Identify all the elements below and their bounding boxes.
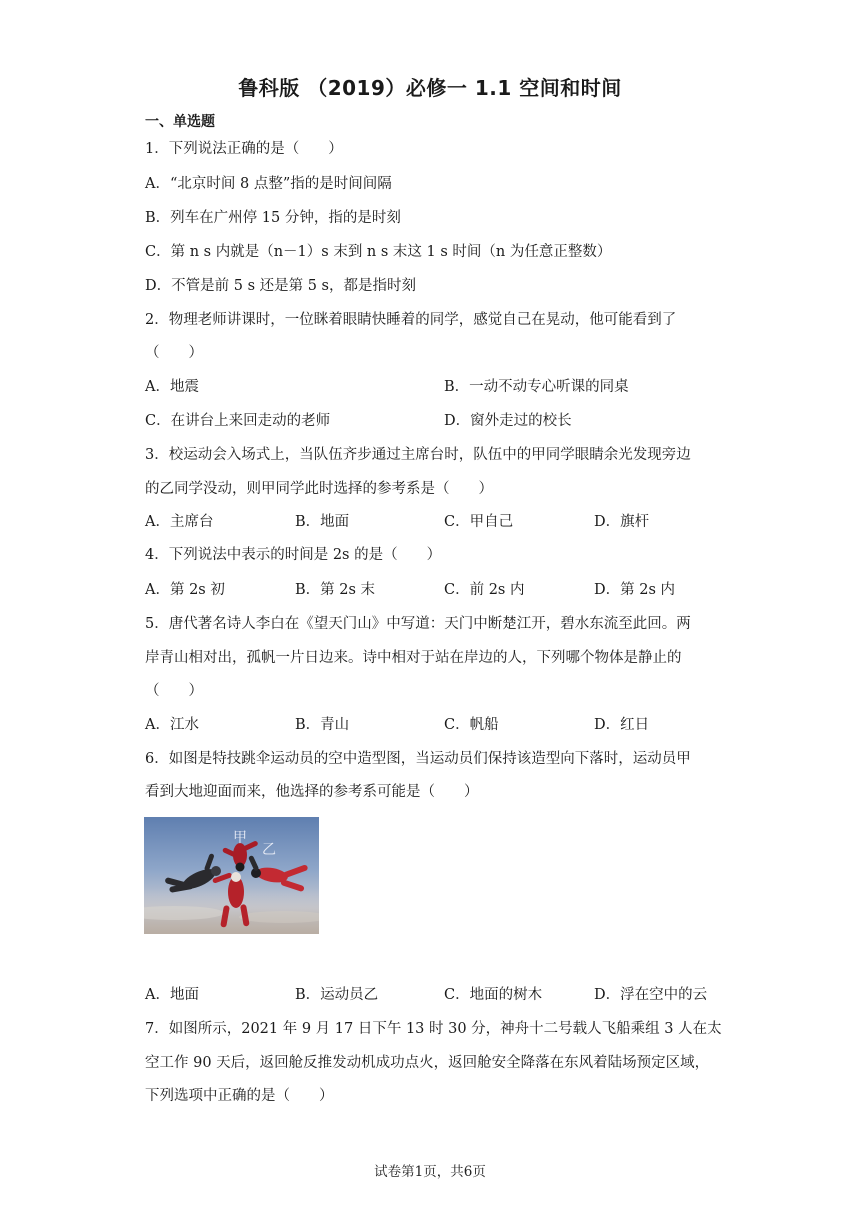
question-5-option-a: A．江水 (145, 717, 199, 733)
question-4-stem: 4．下列说法中表示的时间是 2s 的是（ ） (145, 547, 442, 563)
question-2-option-a: A．地震 (145, 379, 199, 395)
question-6-option-d: D．浮在空中的云 (594, 987, 708, 1003)
question-7-stem-line-3: 下列选项中正确的是（ ） (145, 1088, 334, 1104)
question-3-option-a: A．主席台 (145, 514, 214, 530)
question-3-option-b: B．地面 (295, 514, 350, 530)
question-5-option-c: C．帆船 (444, 717, 499, 733)
question-1-option-c: C．第 n s 内就是（n－1）s 末到 n s 末这 1 s 时间（n 为任意正整数） (145, 244, 612, 260)
question-1-option-a: A．“北京时间 8 点整”指的是时间间隔 (145, 176, 392, 192)
question-3-stem-line-2: 的乙同学没动，则甲同学此时选择的参考系是（ ） (145, 481, 493, 497)
skydiving-formation-photo (144, 817, 319, 934)
page-footer: 试卷第1页，共6页 (374, 1164, 486, 1180)
question-5-stem-line-3: （ ） (145, 683, 203, 699)
question-4-option-c: C．前 2s 内 (444, 582, 525, 598)
question-4-option-a: A．第 2s 初 (145, 582, 225, 598)
question-1-stem: 1．下列说法正确的是（ ） (145, 141, 343, 157)
document-title: 鲁科版 （2019）必修一 1.1 空间和时间 (238, 76, 622, 100)
label-yi: 乙 (262, 842, 276, 858)
skydivers-illustration (144, 817, 319, 934)
question-6-option-a: A．地面 (145, 987, 199, 1003)
question-7-stem-line-2: 空工作 90 天后，返回舱反推发动机成功点火，返回舱安全降落在东风着陆场预定区域， (145, 1055, 710, 1071)
question-2-stem-line-2: （ ） (145, 345, 203, 361)
question-2-option-c: C．在讲台上来回走动的老师 (145, 413, 331, 429)
question-4-option-d: D．第 2s 内 (594, 582, 676, 598)
question-2-stem-line-1: 2．物理老师讲课时，一位眯着眼睛快睡着的同学，感觉自己在晃动，他可能看到了 (145, 312, 677, 328)
question-3-stem-line-1: 3．校运动会入场式上，当队伍齐步通过主席台时，队伍中的甲同学眼睛余光发现旁边 (145, 447, 691, 463)
question-5-stem-line-2: 岸青山相对出，孤帆一片日边来。诗中相对于站在岸边的人，下列哪个物体是静止的 (145, 650, 682, 666)
question-6-option-c: C．地面的树木 (444, 987, 543, 1003)
question-3-option-d: D．旗杆 (594, 514, 650, 530)
question-5-option-b: B．青山 (295, 717, 350, 733)
question-7-stem-line-1: 7．如图所示，2021 年 9 月 17 日下午 13 时 30 分，神舟十二号载人飞船乘组 3 人在太 (145, 1021, 722, 1037)
question-6-stem-line-2: 看到大地迎面而来，他选择的参考系可能是（ ） (145, 784, 479, 800)
question-2-option-d: D．窗外走过的校长 (444, 413, 572, 429)
question-1-option-d: D．不管是前 5 s 还是第 5 s，都是指时刻 (145, 278, 417, 294)
label-jia: 甲 (233, 830, 247, 846)
question-5-stem-line-1: 5．唐代著名诗人李白在《望天门山》中写道：天门中断楚江开，碧水东流至此回。两 (145, 616, 691, 632)
question-6-option-b: B．运动员乙 (295, 987, 379, 1003)
section-heading: 一、单选题 (145, 114, 215, 130)
question-2-option-b: B．一动不动专心听课的同桌 (444, 379, 629, 395)
question-3-option-c: C．甲自己 (444, 514, 514, 530)
question-1-option-b: B．列车在广州停 15 分钟，指的是时刻 (145, 210, 401, 226)
question-4-option-b: B．第 2s 末 (295, 582, 376, 598)
question-5-option-d: D．红日 (594, 717, 650, 733)
question-6-stem-line-1: 6．如图是特技跳伞运动员的空中造型图，当运动员们保持该造型向下落时，运动员甲 (145, 751, 691, 767)
